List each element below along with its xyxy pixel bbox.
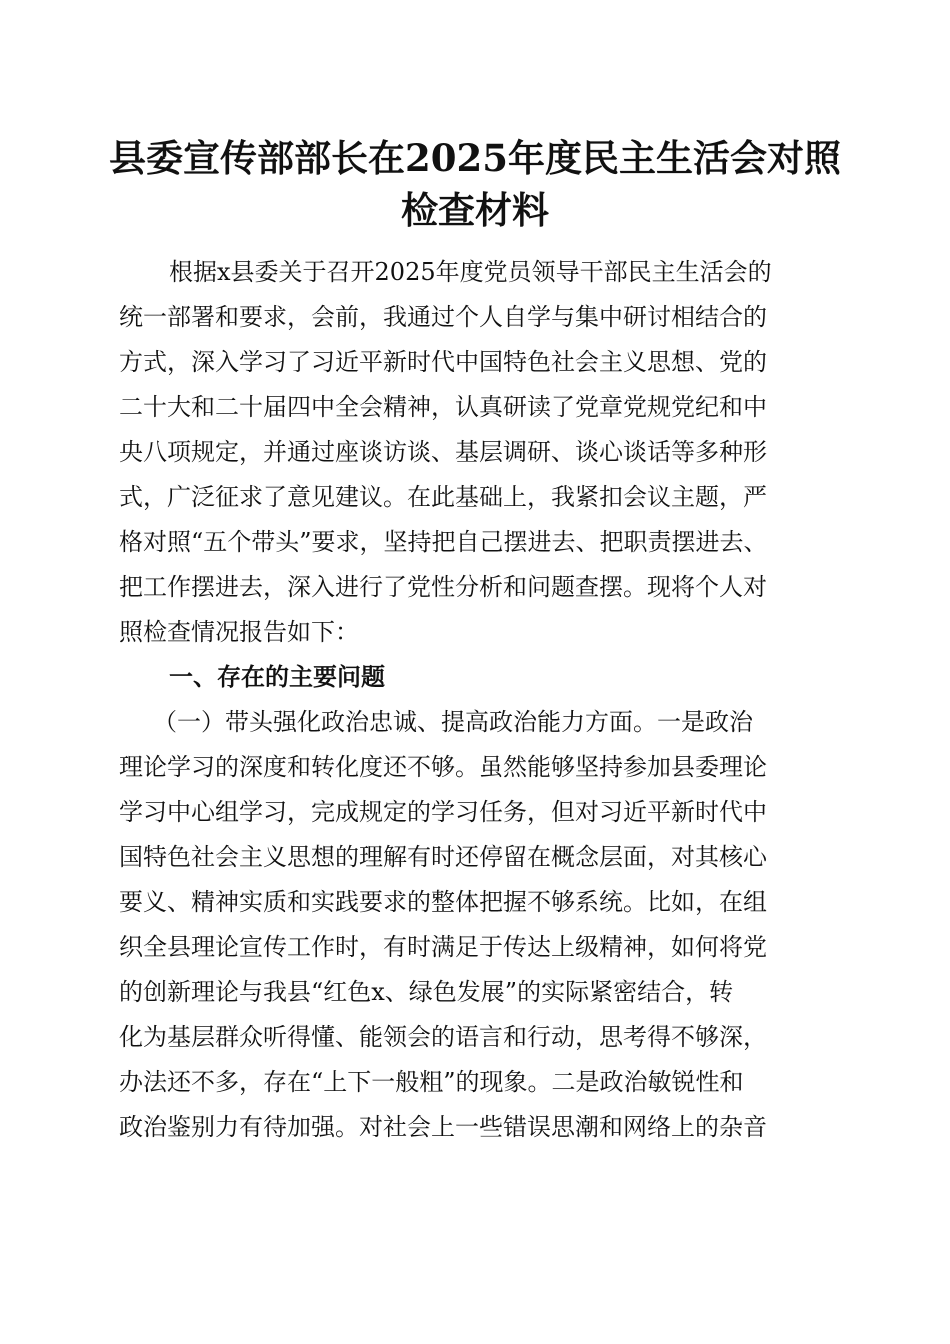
section-heading: 一、存在的主要问题 [169,663,385,691]
title-line-1: 县委宣传部部长在2025年度民主生活会对照 [109,136,841,180]
intro-line: 式，广泛征求了意见建议。在此基础上，我紧扣会议主题，严 [119,483,767,511]
intro-line: 方式，深入学习了习近平新时代中国特色社会主义思想、党的 [119,348,767,376]
section-line: 国特色社会主义思想的理解有时还停留在概念层面，对其核心 [119,843,767,871]
document-body [119,250,831,1150]
section-line: 要义、精神实质和实践要求的整体把握不够系统。比如，在组 [119,888,767,916]
intro-line: 照检查情况报告如下： [119,618,359,646]
section-line: （一）带头强化政治忠诚、提高政治能力方面。一是政治 [153,708,753,736]
section-line: 织全县理论宣传工作时，有时满足于传达上级精神，如何将党 [119,933,767,961]
section-line: 学习中心组学习，完成规定的学习任务，但对习近平新时代中 [119,798,767,826]
intro-line: 把工作摆进去，深入进行了党性分析和问题查摆。现将个人对 [119,573,767,601]
section-line: 政治鉴别力有待加强。对社会上一些错误思潮和网络上的杂音 [119,1113,767,1141]
section-line: 办法还不多，存在“上下一般粗”的现象。二是政治敏锐性和 [119,1068,744,1096]
intro-line: 格对照“五个带头”要求，坚持把自己摆进去、把职责摆进去、 [119,528,768,556]
section-line: 化为基层群众听得懂、能领会的语言和行动，思考得不够深， [119,1023,767,1051]
document-title [60,132,890,236]
intro-line: 统一部署和要求，会前，我通过个人自学与集中研讨相结合的 [119,303,767,331]
title-line-2: 检查材料 [401,188,549,232]
intro-line: 根据x县委关于召开2025年度党员领导干部民主生活会的 [169,258,772,286]
section-line: 的创新理论与我县“红色x、绿色发展”的实际紧密结合，转 [119,978,734,1006]
intro-line: 央八项规定，并通过座谈访谈、基层调研、谈心谈话等多种形 [119,438,767,466]
section-line: 理论学习的深度和转化度还不够。虽然能够坚持参加县委理论 [119,753,767,781]
intro-line: 二十大和二十届四中全会精神，认真研读了党章党规党纪和中 [119,393,767,421]
